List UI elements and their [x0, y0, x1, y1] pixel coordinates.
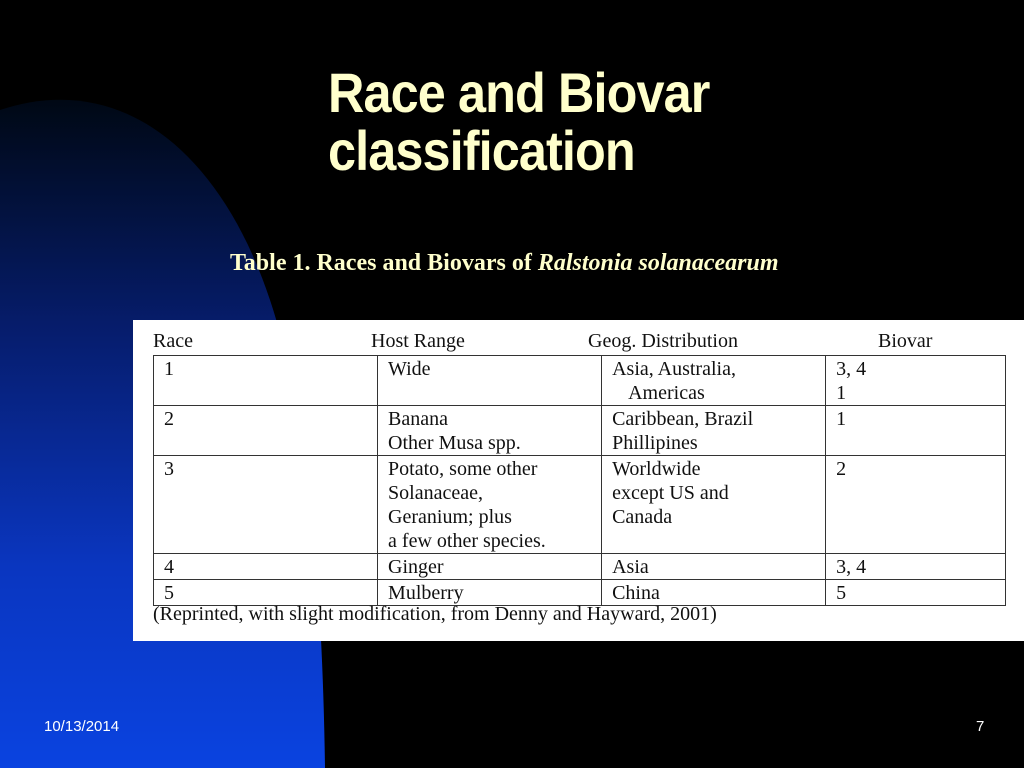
races-biovars-table — [153, 355, 1006, 606]
table-row — [154, 456, 1006, 554]
table-caption — [230, 248, 1020, 278]
footer-date: 10/13/2014 — [44, 718, 120, 735]
cell-biovar: 1 — [826, 406, 1006, 456]
cell-geog-distribution: Worldwide except US and Canada — [602, 456, 826, 554]
cell-host-range: Mulberry — [378, 580, 602, 606]
table-row — [154, 580, 1006, 606]
slide-number: 7 — [976, 718, 985, 735]
cell-geog-distribution: China — [602, 580, 826, 606]
table-header-row — [133, 330, 1024, 356]
slide-title — [328, 61, 922, 182]
caption-text: Table 1. Races and Biovars of — [230, 250, 538, 276]
cell-biovar: 3, 4 1 — [826, 356, 1006, 406]
title-line-1: Race and Biovar — [328, 61, 710, 124]
table-image-panel — [133, 320, 1024, 641]
caption-species-name: Ralstonia solanacearum — [537, 250, 779, 276]
cell-race: 1 — [154, 356, 378, 406]
header-host-range: Host Range — [371, 330, 465, 352]
cell-biovar: 5 — [826, 580, 1006, 606]
cell-biovar: 3, 4 — [826, 554, 1006, 580]
table-row — [154, 554, 1006, 580]
header-biovar: Biovar — [878, 330, 933, 352]
cell-biovar: 2 — [826, 456, 1006, 554]
table-row — [154, 356, 1006, 406]
cell-geog-distribution: Caribbean, Brazil Phillipines — [602, 406, 826, 456]
cell-host-range: Banana Other Musa spp. — [378, 406, 602, 456]
cell-host-range: Wide — [378, 356, 602, 406]
cell-race: 2 — [154, 406, 378, 456]
header-race: Race — [153, 330, 193, 352]
header-geog-distribution: Geog. Distribution — [588, 330, 738, 352]
table-row — [154, 406, 1006, 456]
cell-geog-distribution: Asia, Australia, Americas — [602, 356, 826, 406]
cell-geog-distribution: Asia — [602, 554, 826, 580]
table-source-note: (Reprinted, with slight modification, from Denny and Hayward, 2001) — [153, 603, 717, 625]
cell-race: 4 — [154, 554, 378, 580]
cell-host-range: Ginger — [378, 554, 602, 580]
cell-race: 3 — [154, 456, 378, 554]
cell-race: 5 — [154, 580, 378, 606]
title-line-2: classification — [328, 119, 635, 182]
cell-host-range: Potato, some other Solanaceae, Geranium; plus a few other species. — [378, 456, 602, 554]
